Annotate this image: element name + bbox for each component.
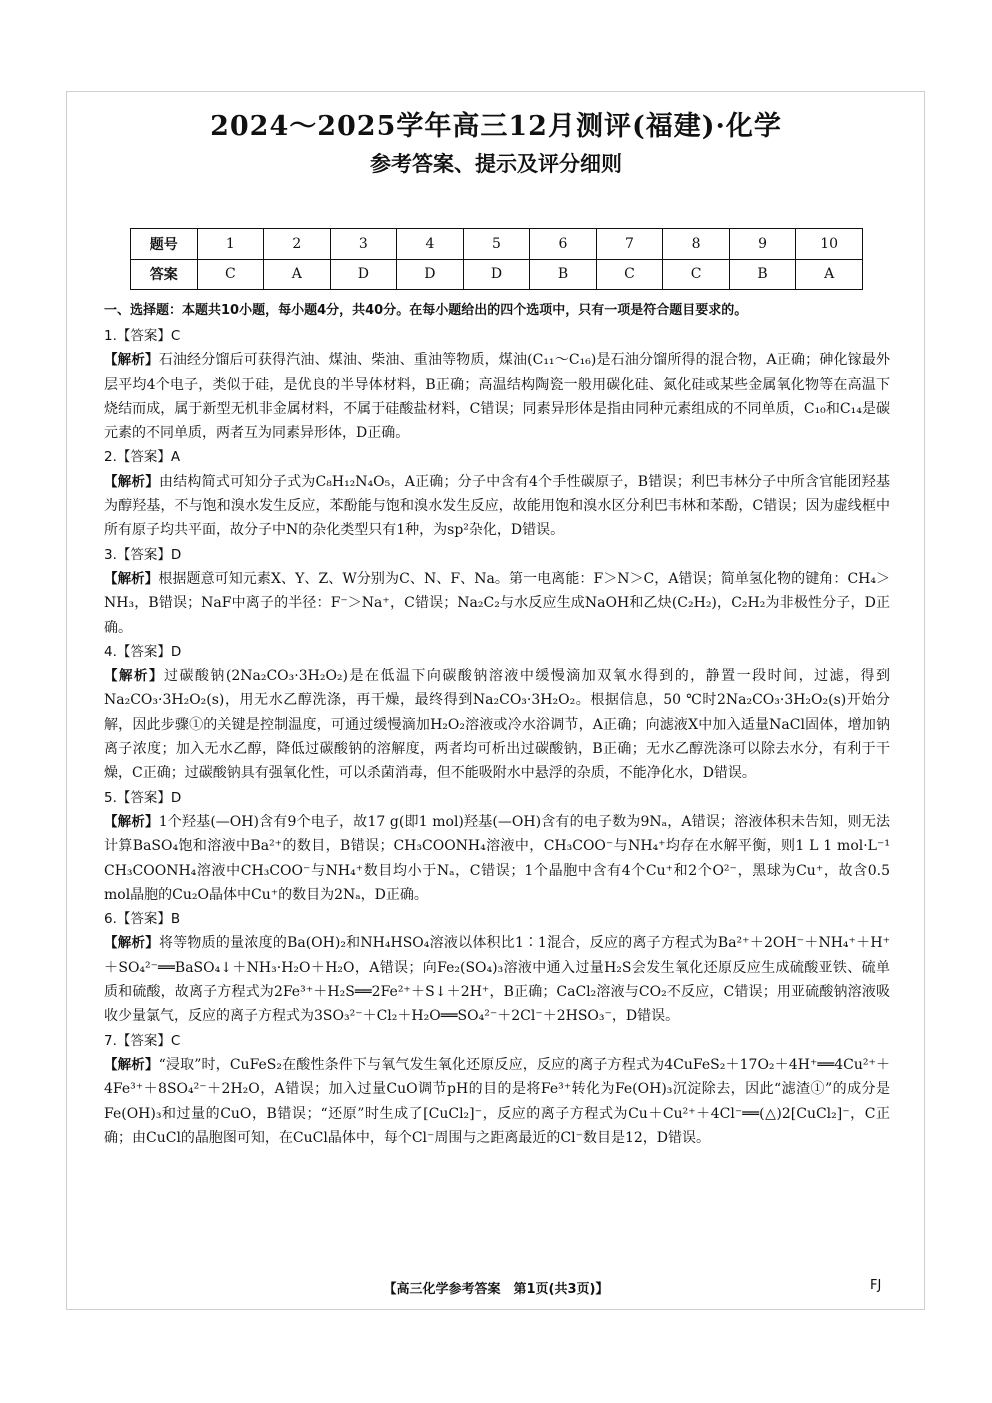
answer-label: 2.【答案】A: [104, 449, 181, 466]
answer-label: 7.【答案】C: [104, 1032, 181, 1049]
page-subtitle: 参考答案、提示及评分细则: [370, 151, 622, 176]
analysis-text: 石油经分馏后可获得汽油、煤油、柴油、重油等物质，煤油(C₁₁～C₁₆)是石油分馏所得的混合物，A正确；砷化镓最外层平均4个电子，类似于硅，是优良的半导体材料，B正确；高温结构陶瓷一般用碳化硅、氮化硅或某些金属氧化物等在高温下烧结而成，属于新型无机非金属材料，不属于硅酸盐材料，C错误；同素异形体是指由同种元素组成的不同单质，C₁₀和C₁₄是碳元素的不同单质，两者互为同素异形体，D正确。: [104, 352, 890, 442]
section-heading: 一、选择题：本题共10小题，每小题4分，共40分。在每小题给出的四个选项中，只有一项是符合题目要求的。: [104, 303, 748, 318]
table-cell: 5: [463, 229, 530, 260]
table-cell: 6: [530, 229, 597, 260]
table-cell: 4: [397, 229, 464, 260]
table-cell: D: [463, 259, 530, 290]
table-cell: D: [397, 259, 464, 290]
question-number-row: [131, 229, 863, 260]
answer-table: [130, 228, 863, 290]
question-block-5: [104, 786, 890, 907]
table-cell: B: [530, 259, 597, 290]
analysis-text: 将等物质的量浓度的Ba(OH)₂和NH₄HSO₄溶液以体积比1∶1混合，反应的离子方程式为Ba²⁺＋2OH⁻＋NH₄⁺＋H⁺＋SO₄²⁻══BaSO₄↓＋NH₃·H₂O＋H₂O，A错误；向Fe₂(SO₄)₃溶液中通入过量H₂S会发生氧化还原反应生成硫酸亚铁、硫单质和硫酸，故离子方程式为2Fe³⁺＋H₂S══2Fe²⁺＋S↓＋2H⁺，B正确；CaCl₂溶液与CO₂不反应，C错误；用亚硫酸钠溶液吸收少量氯气，反应的离子方程式为3SO₃²⁻＋Cl₂＋H₂O══SO₄²⁻＋2Cl⁻＋2HSO₃⁻，D错误。: [104, 935, 891, 1025]
table-cell: 9: [729, 229, 796, 260]
analysis-tag: 【解析】: [104, 668, 164, 685]
analysis-paragraph: [104, 470, 890, 543]
analysis-tag: 【解析】: [104, 935, 159, 952]
answer-row: [131, 259, 863, 290]
row-header-number: 题号: [131, 229, 198, 260]
answer-label: 1.【答案】C: [104, 328, 181, 344]
row-header-answer: 答案: [131, 259, 198, 290]
footer-code: FJ: [870, 1278, 882, 1293]
analysis-tag: 【解析】: [104, 570, 159, 587]
table-cell: C: [663, 259, 730, 290]
analysis-paragraph: [104, 1053, 890, 1150]
table-cell: B: [729, 259, 796, 290]
table-cell: C: [197, 259, 264, 290]
question-block-7: [104, 1029, 890, 1150]
analysis-paragraph: [104, 664, 890, 785]
analysis-tag: 【解析】: [104, 1056, 159, 1073]
question-block-2: [104, 445, 890, 542]
table-cell: 3: [330, 229, 397, 260]
analysis-paragraph: [104, 348, 890, 445]
table-cell: 1: [197, 229, 264, 260]
analysis-text: 由结构简式可知分子式为C₈H₁₂N₄O₅，A正确；分子中含有4个手性碳原子，B错误；利巴韦林分子中所含官能团羟基为醇羟基，不与饱和溴水发生反应，苯酚能与饱和溴水发生反应，故能用饱和溴水区分利巴韦林和苯酚，C错误；因为虚线框中所有原子均共平面，故分子中N的杂化类型只有1种，为sp²杂化，D错误。: [104, 473, 891, 539]
analysis-paragraph: [104, 931, 890, 1028]
table-cell: 8: [663, 229, 730, 260]
analysis-tag: 【解析】: [104, 352, 159, 369]
table-cell: 7: [596, 229, 663, 260]
question-block-6: [104, 907, 890, 1028]
analysis-text: “浸取”时，CuFeS₂在酸性条件下与氧气发生氧化还原反应，反应的离子方程式为4CuFeS₂＋17O₂＋4H⁺══4Cu²⁺＋4Fe³⁺＋8SO₄²⁻＋2H₂O，A错误；加入过量CuO调节pH的目的是将Fe³⁺转化为Fe(OH)₃沉淀除去，因此“滤渣①”的成分是Fe(OH)₃和过量的CuO，B错误；“还原”时生成了[CuCl₂]⁻，反应的离子方程式为Cu＋Cu²⁺＋4Cl⁻══(△)2[CuCl₂]⁻，C正确；由CuCl的晶胞图可知，在CuCl晶体中，每个Cl⁻周围与之距离最近的Cl⁻数目是12，D错误。: [104, 1056, 890, 1146]
analysis-tag: 【解析】: [104, 813, 159, 830]
table-cell: A: [796, 259, 863, 290]
analysis-tag: 【解析】: [104, 473, 159, 490]
analysis-paragraph: [104, 567, 890, 640]
page-title: 2024～2025学年高三12月测评(福建)·化学: [210, 111, 782, 142]
answer-label: 4.【答案】D: [104, 643, 182, 660]
question-block-4: [104, 640, 890, 786]
analysis-paragraph: [104, 810, 890, 907]
table-cell: A: [264, 259, 331, 290]
answer-label: 5.【答案】D: [104, 789, 182, 806]
question-block-3: [104, 543, 890, 640]
analysis-text: 过碳酸钠(2Na₂CO₃·3H₂O₂)是在低温下向碳酸钠溶液中缓慢滴加双氧水得到的，静置一段时间，过滤，得到Na₂CO₃·3H₂O₂(s)，用无水乙醇洗涤，再干燥，最终得到Na₂CO₃·3H₂O₂。根据信息，50 ℃时2Na₂CO₃·3H₂O₂(s)开始分解，因此步骤①的关键是控制温度，可通过缓慢滴加H₂O₂溶液或冷水浴调节，A正确；向滤液X中加入适量NaCl固体，增加钠离子浓度；加入无水乙醇，降低过碳酸钠的溶解度，两者均可析出过碳酸钠，B正确；无水乙醇洗涤可以除去水分，有利于干燥，C正确；过碳酸钠具有强氧化性，可以杀菌消毒，但不能吸附水中悬浮的杂质，不能净化水，D错误。: [104, 668, 891, 782]
analysis-text: 1个羟基(—OH)含有9个电子，故17 g(即1 mol)羟基(—OH)含有的电子数为9Nₐ，A错误；溶液体积未告知，则无法计算BaSO₄饱和溶液中Ba²⁺的数目，B错误；CH₃COONH₄溶液中，CH₃COO⁻与NH₄⁺均存在水解平衡，则1 L 1 mol·L⁻¹ CH₃COONH₄溶液中CH₃COO⁻与NH₄⁺数目均小于Nₐ，C错误；1个晶胞中含有4个Cu⁺和2个O²⁻，黑球为Cu⁺，故含0.5 mol晶胞的Cu₂O晶体中Cu⁺的数目为2Nₐ，D正确。: [104, 813, 891, 903]
page-footer: 【高三化学参考答案 第1页(共3页)】: [383, 1282, 609, 1297]
table-cell: 10: [796, 229, 863, 260]
answer-label: 3.【答案】D: [104, 546, 182, 563]
table-cell: 2: [264, 229, 331, 260]
answer-label: 6.【答案】B: [104, 911, 181, 928]
question-block-1: [104, 324, 890, 445]
table-cell: C: [596, 259, 663, 290]
table-cell: D: [330, 259, 397, 290]
answer-explanations: [104, 324, 890, 1150]
analysis-text: 根据题意可知元素X、Y、Z、W分别为C、N、F、Na。第一电离能：F＞N＞C，A错误；简单氢化物的键角：CH₄＞NH₃，B错误；NaF中离子的半径：F⁻＞Na⁺，C错误；Na₂C₂与水反应生成NaOH和乙炔(C₂H₂)，C₂H₂为非极性分子，D正确。: [104, 570, 891, 636]
